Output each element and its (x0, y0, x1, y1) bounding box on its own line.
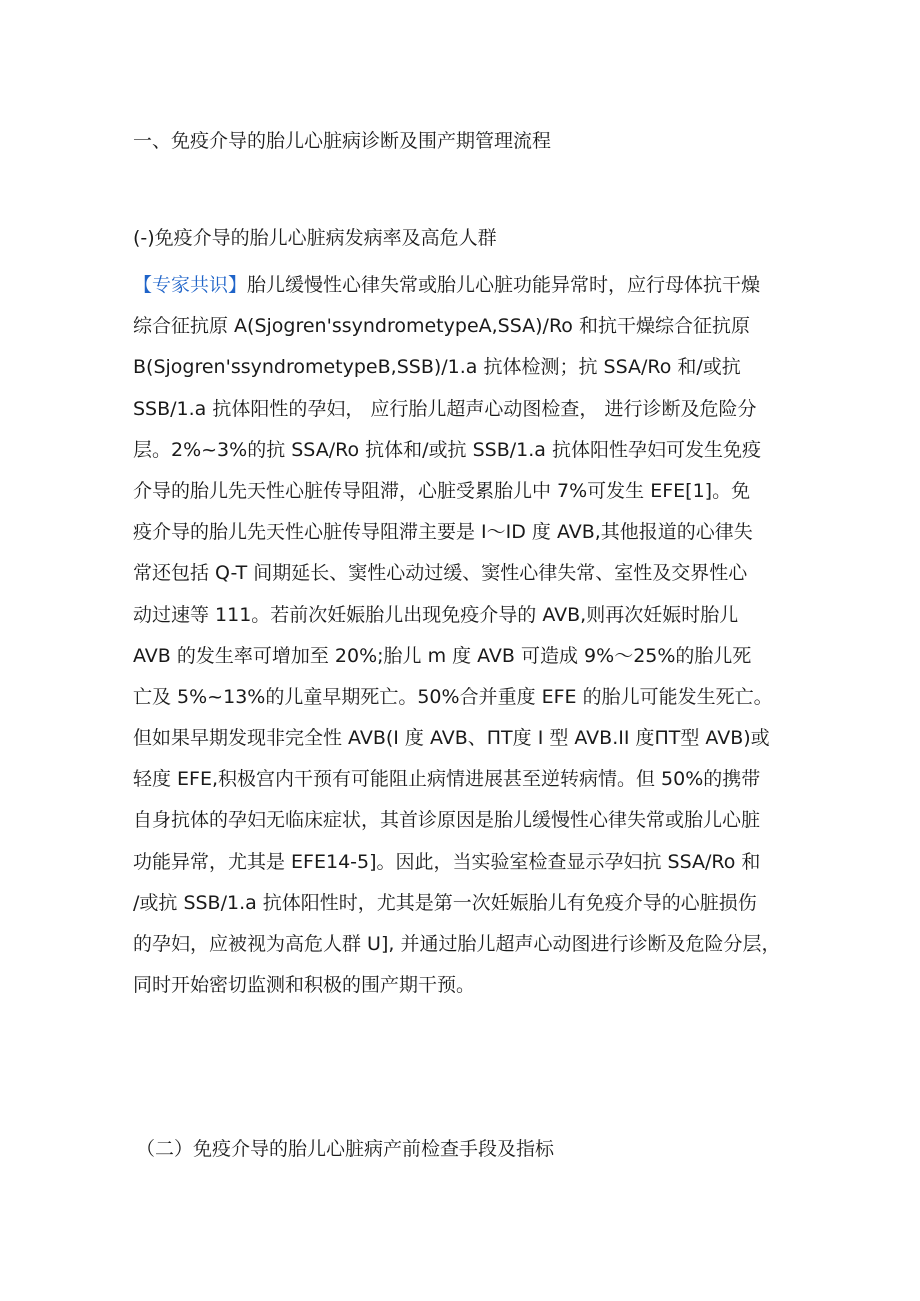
expert-consensus-paragraph (133, 270, 798, 1011)
paragraph-line: B(Sjogren'ssyndrometypeB,SSB)/1.a 抗体检测；抗 SSA/Ro 和/或抗 (133, 356, 741, 379)
paragraph-line: SSB/1.a 抗体阳性的孕妇， 应行胎儿超声心动图检查， 进行诊断及危险分 (133, 397, 757, 420)
expert-consensus-tag: 【专家共识】 (133, 274, 248, 296)
section-heading-1: (-)免疫介导的胎儿心脏病发病率及高危人群 (133, 227, 497, 249)
paragraph-line: 综合征抗原 A(Sjogren'ssyndrometypeA,SSA)/Ro 和抗干燥综合征抗原 (133, 315, 750, 338)
paragraph-line: 亡及 5%~13%的儿童早期死亡。50%合并重度 EFE 的胎儿可能发生死亡。 (133, 685, 773, 708)
paragraph-line: /或抗 SSB/1.a 抗体阳性时，尤其是第一次妊娠胎儿有免疫介导的心脏损伤 (133, 891, 757, 914)
paragraph-line: 疫介导的胎儿先天性心脏传导阻滞主要是 I～ID 度 AVB,其他报道的心律失 (133, 521, 753, 544)
paragraph-line: 动过速等 111。若前次妊娠胎儿出现免疫介导的 AVB,则再次妊娠时胎儿 (133, 603, 739, 626)
paragraph-line: 常还包括 Q-T 间期延长、窦性心动过缓、窦性心律失常、室性及交界性心 (133, 562, 748, 585)
paragraph-line: AVB 的发生率可增加至 20%;胎儿 m 度 AVB 可造成 9%～25%的胎儿死 (133, 644, 752, 667)
paragraph-line: 自身抗体的孕妇无临床症状，其首诊原因是胎儿缓慢性心律失常或胎儿心脏 (133, 809, 761, 832)
section-heading-2: （二）免疫介导的胎儿心脏病产前检查手段及指标 (136, 1138, 555, 1160)
paragraph-line: 轻度 EFE,积极宫内干预有可能阻止病情进展甚至逆转病情。但 50%的携带 (133, 768, 761, 791)
paragraph-line: 介导的胎儿先天性心脏传导阻滞，心脏受累胎儿中 7%可发生 EFE[1]。免 (133, 479, 751, 502)
paragraph-line: 同时开始密切监测和积极的围产期干预。 (133, 974, 476, 997)
main-heading: 一、免疫介导的胎儿心脏病诊断及围产期管理流程 (133, 130, 552, 152)
paragraph-line (133, 270, 798, 311)
paragraph-line-text: 胎儿缓慢性心律失常或胎儿心脏功能异常时，应行母体抗干燥 (247, 274, 761, 296)
paragraph-line: 但如果早期发现非完全性 AVB(I 度 AVB、ΠΤ度 I 型 AVB.II 度ΠΤ型 AVB)或 (133, 727, 770, 750)
paragraph-line: 的孕妇，应被视为高危人群 U], 并通过胎儿超声心动图进行诊断及危险分层， (133, 933, 781, 955)
paragraph-line: 功能异常，尤其是 EFE14-5]。因此，当实验室检查显示孕妇抗 SSA/Ro 和 (133, 850, 761, 873)
paragraph-line: 层。2%~3%的抗 SSA/Ro 抗体和/或抗 SSB/1.a 抗体阳性孕妇可发生免疫 (133, 438, 761, 461)
